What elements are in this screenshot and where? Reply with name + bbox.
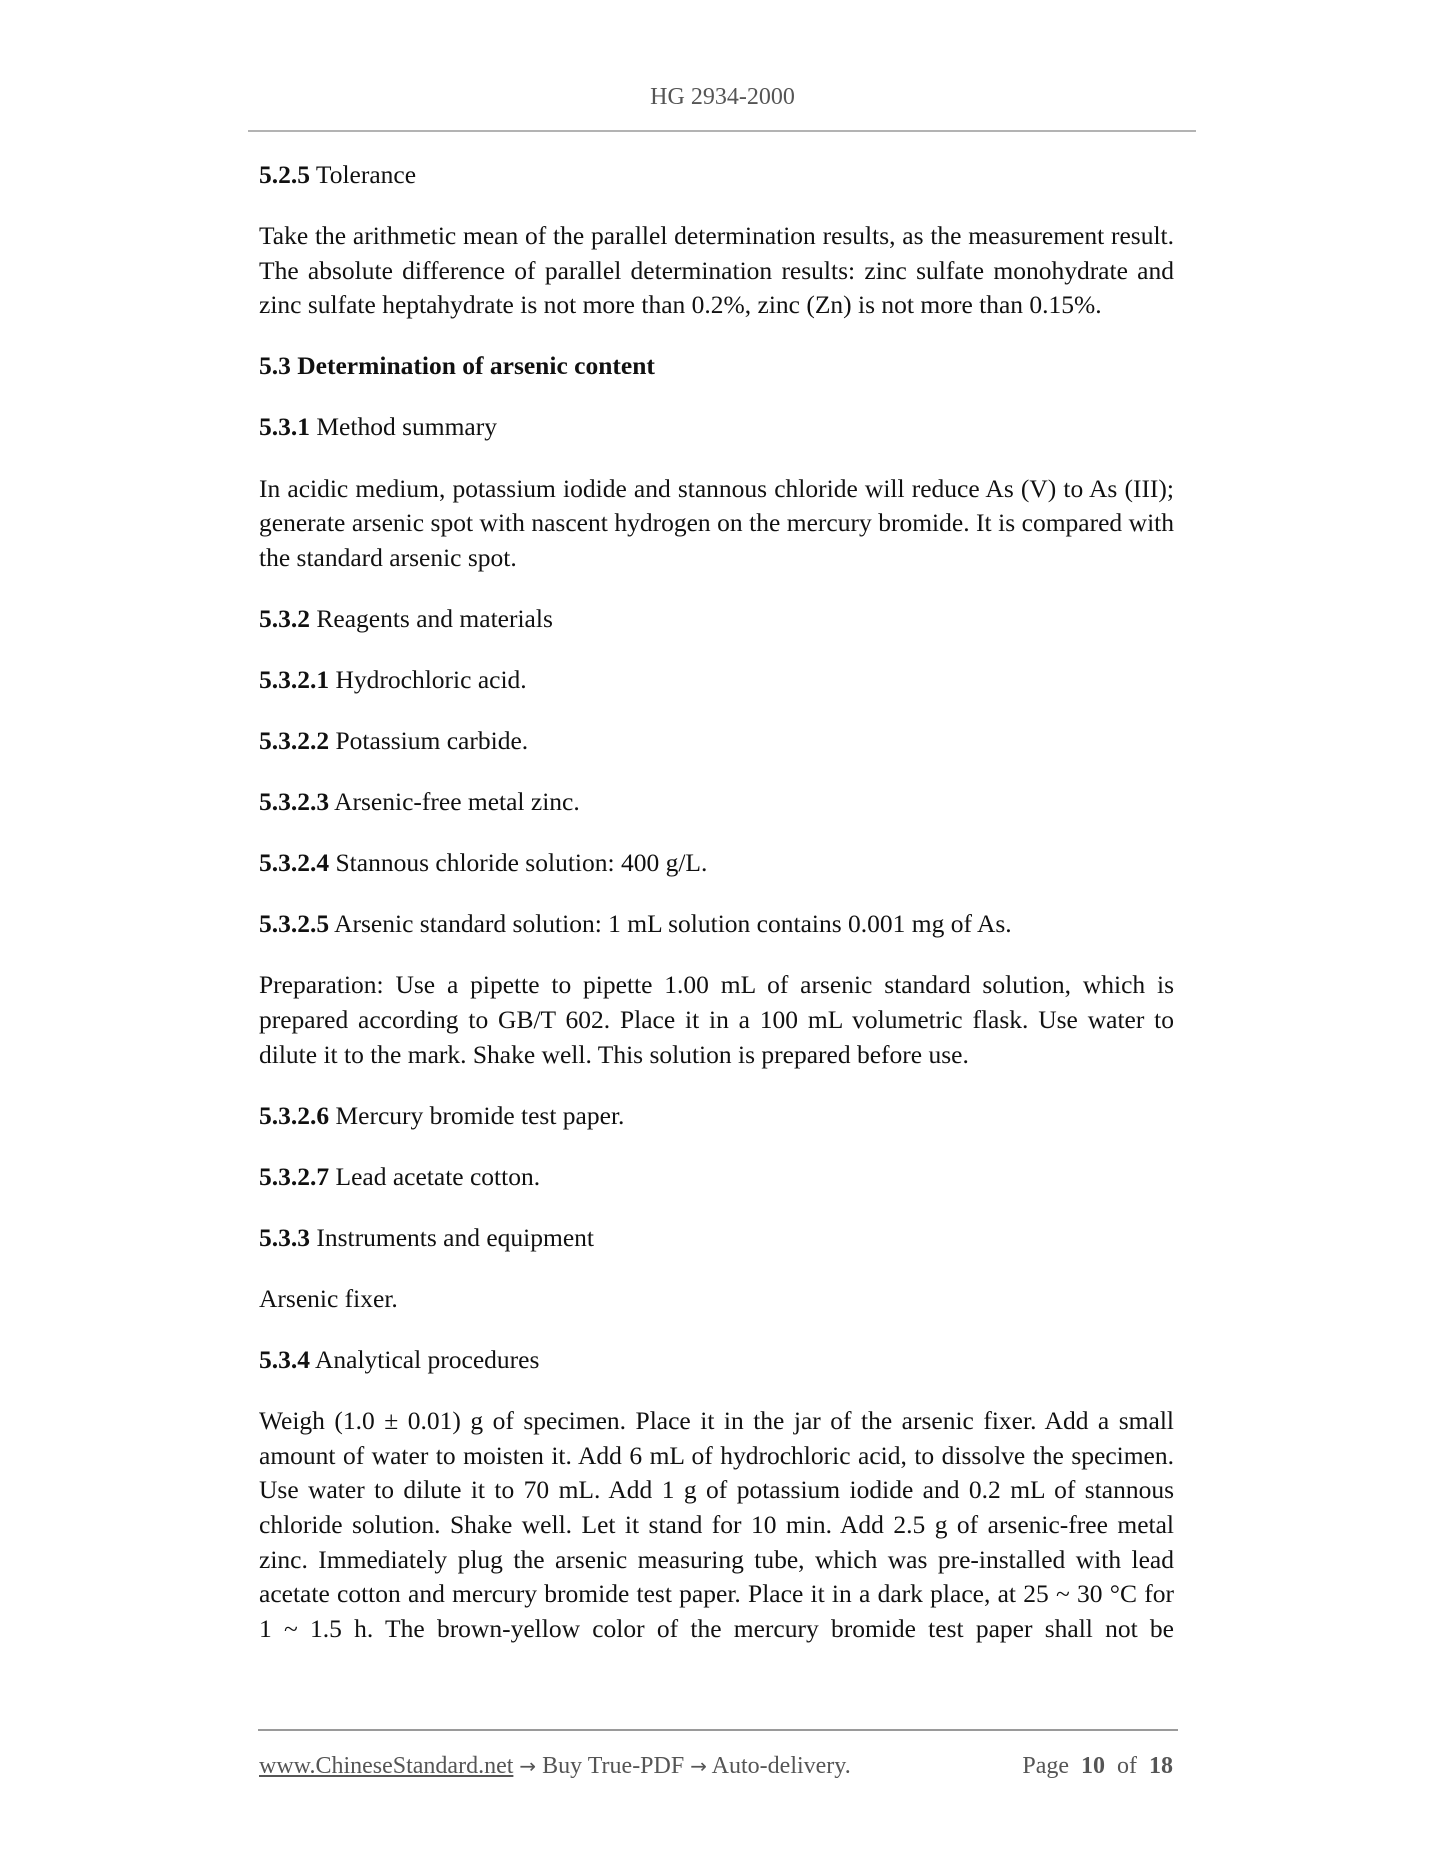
document-body: [259, 158, 1174, 1673]
item-5-3-2-2: 5.3.2.2 Potassium carbide.: [259, 726, 529, 756]
current-page: 10: [1081, 1753, 1105, 1779]
item-5-3-2-7: 5.3.2.7 Lead acetate cotton.: [259, 1161, 541, 1191]
page-footer: [259, 1753, 1175, 1780]
website-link[interactable]: www.ChineseStandard.net: [259, 1753, 514, 1779]
item-5-3-2-6: 5.3.2.6 Mercury bromide test paper.: [259, 1100, 625, 1130]
footer-step-delivery: Auto-delivery.: [711, 1753, 851, 1779]
heading-5-3-3: 5.3.3 Instruments and equipment: [259, 1222, 594, 1252]
footer-step-buy: Buy True-PDF: [542, 1753, 685, 1779]
item-5-3-2-4: 5.3.2.4 Stannous chloride solution: 400 g/L.: [259, 848, 708, 878]
heading-5-2-5: 5.2.5 Tolerance: [259, 160, 417, 189]
paragraph-tolerance: Take the arithmetic mean of the parallel determination results, as the measurement result. The absolute difference of parallel determination results: zinc sulfate monohydrate and zinc sulfate heptahydrate is not more than 0.2%, zinc (Zn) is not more than 0.15%.: [259, 221, 1174, 320]
paragraph-instruments: Arsenic fixer.: [259, 1283, 398, 1313]
item-5-3-2-3: 5.3.2.3 Arsenic-free metal zinc.: [259, 787, 580, 817]
paragraph-preparation: Preparation: Use a pipette to pipette 1.00 mL of arsenic standard solution, which is prepared according to GB/T 602. Place it in a 100 mL volumetric flask. Use water to dilute it to the mark. Shake well. This solution is prepared before use.: [259, 970, 1174, 1069]
arrow-right-icon: →: [690, 1754, 707, 1778]
paragraph-method-summary: In acidic medium, potassium iodide and stannous chloride will reduce As (V) to As (III); generate arsenic spot with nascent hydrogen on the mercury bromide. It is compared with the standard arsenic spot.: [259, 473, 1174, 572]
footer-divider: [258, 1729, 1178, 1731]
item-5-3-2-1: 5.3.2.1 Hydrochloric acid.: [259, 664, 527, 694]
page-header: HG 2934-2000: [650, 84, 795, 110]
item-5-3-2-5: 5.3.2.5 Arsenic standard solution: 1 mL solution contains 0.001 mg of As.: [259, 909, 1012, 939]
arrow-right-icon: →: [519, 1754, 537, 1778]
total-pages: 18: [1149, 1753, 1173, 1779]
heading-5-3-1: 5.3.1 Method summary: [259, 412, 497, 442]
header-divider: [248, 130, 1196, 132]
footer-promo: [259, 1753, 851, 1780]
page-number: Page 10 of 18: [1022, 1753, 1173, 1779]
heading-5-3: 5.3 Determination of arsenic content: [259, 351, 655, 381]
heading-5-3-2: 5.3.2 Reagents and materials: [259, 603, 553, 633]
paragraph-procedures: Weigh (1.0 ± 0.01) g of specimen. Place it in the jar of the arsenic fixer. Add a small amount of water to moisten it. Add 6 mL of hydrochloric acid, to dissolve the specimen. Use water to dilute it to 70 mL. Add 1 g of potassium iodide and 0.2 mL of stannous chloride solution. Shake well. Let it stand for 10 min. Add 2.5 g of arsenic-free metal zinc. Immediately plug the arsenic measuring tube, which was pre-installed with lead acetate cotton and mercury bromide test paper. Place it in a dark place, at 25 ~ 30 °C for 1 ~ 1.5 h. The brown-yellow color of the mercury bromide test paper shall not be: [259, 1406, 1174, 1643]
heading-5-3-4: 5.3.4 Analytical procedures: [259, 1345, 540, 1375]
